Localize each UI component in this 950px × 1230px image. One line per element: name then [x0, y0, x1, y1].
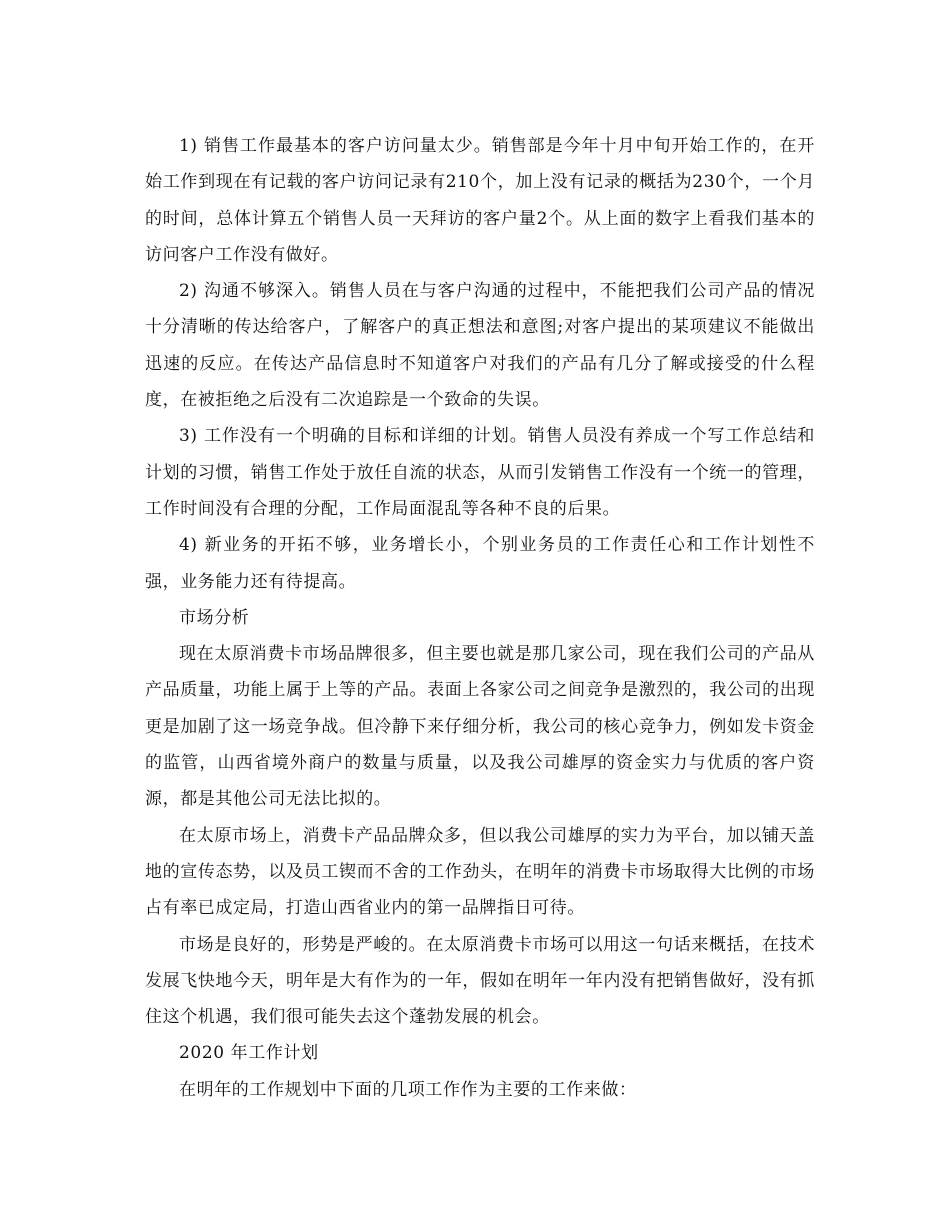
paragraph-issue-2: 2) 沟通不够深入。销售人员在与客户沟通的过程中，不能把我们公司产品的情况十分清晰的传达给客户，了解客户的真正想法和意图;对客户提出的某项建议不能做出迅速的反应。在传达产品信息时不知道客户对我们的产品有几分了解或接受的什么程度，在被拒绝之后没有二次追踪是一个致命的失误。: [145, 281, 815, 411]
paragraph-market-2: 在太原市场上，消费卡产品品牌众多，但以我公司雄厚的实力为平台，加以铺天盖地的宣传态势，以及员工锲而不舍的工作劲头，在明年的消费卡市场取得大比例的市场占有率已成定局，打造山西省业内的第一品牌指日可待。: [145, 825, 815, 919]
document-body: [145, 128, 815, 1108]
paragraph-issue-4: 4) 新业务的开拓不够，业务增长小，个别业务员的工作责任心和工作计划性不强，业务能力还有待提高。: [145, 535, 815, 592]
paragraph-issue-1: 1) 销售工作最基本的客户访问量太少。销售部是今年十月中旬开始工作的，在开始工作到现在有记载的客户访问记录有210个，加上没有记录的概括为230个，一个月的时间，总体计算五个销售人员一天拜访的客户量2个。从上面的数字上看我们基本的访问客户工作没有做好。: [145, 136, 815, 265]
paragraph-market-3: 市场是良好的，形势是严峻的。在太原消费卡市场可以用这一句话来概括，在技术发展飞快地今天，明年是大有作为的一年，假如在明年一年内没有把销售做好，没有抓住这个机遇，我们很可能失去这个蓬勃发展的机会。: [145, 934, 815, 1028]
paragraph-plan-intro: 在明年的工作规划中下面的几项工作作为主要的工作来做：: [179, 1079, 637, 1100]
heading-work-plan: 2020 年工作计划: [179, 1043, 319, 1064]
paragraph-market-1: 现在太原消费卡市场品牌很多，但主要也就是那几家公司，现在我们公司的产品从产品质量，功能上属于上等的产品。表面上各家公司之间竞争是激烈的，我公司的出现更是加剧了这一场竞争战。但冷静下来仔细分析，我公司的核心竞争力，例如发卡资金的监管，山西省境外商户的数量与质量，以及我公司雄厚的资金实力与优质的客户资源，都是其他公司无法比拟的。: [145, 644, 815, 810]
heading-market-analysis: 市场分析: [179, 607, 250, 628]
paragraph-issue-3: 3) 工作没有一个明确的目标和详细的计划。销售人员没有养成一个写工作总结和计划的习惯，销售工作处于放任自流的状态，从而引发销售工作没有一个统一的管理，工作时间没有合理的分配，工作局面混乱等各种不良的后果。: [145, 426, 815, 519]
